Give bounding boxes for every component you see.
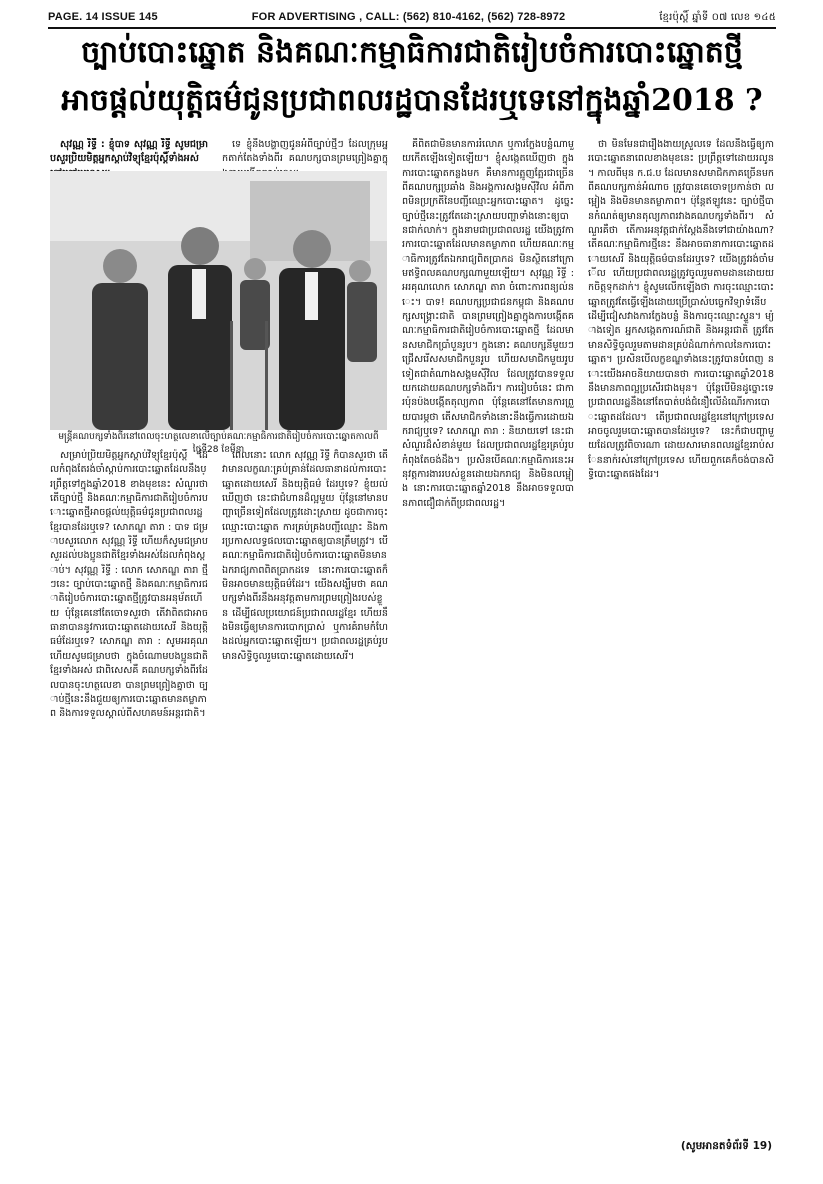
news-photo-illustration <box>50 171 387 430</box>
headline-line-1: ច្បាប់បោះឆ្នោត និងគណៈកម្មាធិការជាតិរៀបចំការបោះឆ្នោតថ្មី <box>81 35 743 70</box>
advertising-line: FOR ADVERTISING , CALL: (562) 810-4162, (562) 728-8972 <box>251 11 566 23</box>
article-column-1-top <box>50 138 208 174</box>
article-column-1 <box>50 449 208 1155</box>
photo-caption: មន្ត្រីគណបក្សទាំងពីរនៅពេលចុះហត្ថលេខាលើច្បាប់គណៈកម្មាធិការជាតិរៀបចំការបោះឆ្នោតកាលពីថ្ងៃទី28 ខែមីនា <box>58 432 379 455</box>
col3-text: គឺពិតជាមិនមានការរំលោភ ឬការក្លែងបន្លំណាមួយកើតឡើងទៀតឡើយ។ ខ្ញុំសង្កេតឃើញថា ក្នុងការបោះឆ្នោតកន្លងមក គឺមានការត្អូញត្អែរជាច្រើនពីគណបក្សប្រឆាំង និងអង្គការសង្គមស៊ីវិល អំពីភាពមិនប្រក្រតីនៃបញ្ជីឈ្មោះអ្នកបោះឆ្នោត។ ដូច្នេះ ច្បាប់ថ្មីនេះត្រូវតែដោះស្រាយបញ្ហាទាំងនោះឲ្យបានជាក់លាក់។ ក្នុងនាមជាប្រជាពលរដ្ឋ យើងត្រូវការការបោះឆ្នោតដែលមានតម្លាភាព ហើយគណៈកម្មាធិការត្រូវតែឯករាជ្យពិតប្រាកដ មិនស្ថិតនៅក្រោមឥទ្ធិពលគណបក្សណាមួយឡើយ។ សុវណ្ណ រិទ្ធី : អរគុណលោក សោភណ្ឌ តារា ចំពោះការពន្យល់នេះ។ បាទ! គណបក្សប្រជាជនកម្ពុជា និងគណបក្សសង្គ្រោះជាតិ បានព្រមព្រៀងគ្នាក្នុងការបង្កើតគណៈកម្មាធិការជាតិរៀបចំការបោះឆ្នោតថ្មី ដែលមានសមាជិកប្រាំបួនរូប។ ក្នុងនោះ គណបក្សនីមួយៗ ជ្រើសរើសសមាជិកបួនរូប ហើយសមាជិកមួយរូបទៀតជាតំណាងសង្គមស៊ីវិល ដែលត្រូវបានទទួលយកដោយគណបក្សទាំងពីរ។ ការរៀបចំនេះ ជាការប៉ុនប៉ងបង្កើតតុល្យភាព ប៉ុន្តែគេនៅតែមានការព្រួយបារម្ភថា តើសមាជិកទាំងនោះនឹងធ្វើការដោយឯករាជ្យឬទេ? សោភណ្ឌ តារា : និយាយទៅ នេះជាសំណួរដ៏សំខាន់មួយ ដែលប្រជាពលរដ្ឋខ្មែរគ្រប់រូបកំពុងតែចង់ដឹង។ ប្រសិនបើគណៈកម្មាធិការនេះអនុវត្តការងាររបស់ខ្លួនដោយឯករាជ្យ និងមិនលម្អៀង នោះការបោះឆ្នោតឆ្នាំ2018 នឹងអាចទទួលបានភាពជឿជាក់ពីប្រជាពលរដ្ឋ។ <box>402 139 574 509</box>
headline-line-2: អាចផ្តល់យុត្តិធម៌ជូនប្រជាពលរដ្ឋបានដែរឬទេនៅក្នុងឆ្នាំ2018 ? <box>61 83 763 118</box>
news-photo <box>50 171 387 430</box>
col4-text: ថា មិនមែនជារឿងងាយស្រួលទេ ដែលនឹងធ្វើឲ្យការបោះឆ្នោតនាពេលខាងមុខនេះ ប្រព្រឹត្តទៅដោយរលូន។ កាលពីមុន ក.ជ.ប ដែលមានសមាជិកភាគច្រើនមកពីគណបក្សកាន់អំណាច ត្រូវបានគេចោទប្រកាន់ថា លម្អៀង និងមិនមានតម្លាភាព។ ប៉ុន្តែឥឡូវនេះ ច្បាប់ថ្មីបានកំណត់ឲ្យមានតុល្យភាពរវាងគណបក្សទាំងពីរ។ សំណួរគឺថា តើការអនុវត្តជាក់ស្តែងនឹងទៅជាយ៉ាងណា? តើគណៈកម្មាធិការថ្មីនេះ នឹងអាចធានាការបោះឆ្នោតដោយសេរី និងយុត្តិធម៌បានដែរឬទេ? យើងត្រូវរង់ចាំមើល ហើយប្រជាពលរដ្ឋត្រូវចូលរួមតាមដានដោយយកចិត្តទុកដាក់។ ខ្ញុំសូមលើកឡើងថា ការចុះឈ្មោះបោះឆ្នោតត្រូវតែធ្វើឡើងដោយប្រើប្រាស់បច្ចេកវិទ្យាទំនើប ដើម្បីជៀសវាងការក្លែងបន្លំ និងការចុះឈ្មោះស្ទួន។ ម្យ៉ាងទៀត អ្នកសង្កេតការណ៍ជាតិ និងអន្តរជាតិ ត្រូវតែមានសិទ្ធិចូលរួមតាមដានគ្រប់ដំណាក់កាលនៃការបោះឆ្នោត។ ប្រសិនបើលក្ខខណ្ឌទាំងនេះត្រូវបានបំពេញ នោះយើងអាចនិយាយបានថា ការបោះឆ្នោតឆ្នាំ2018 នឹងមានភាពល្អប្រសើរជាងមុន។ ប៉ុន្តែបើមិនដូច្នោះទេ ប្រជាពលរដ្ឋនឹងនៅតែបាត់បង់ជំនឿលើដំណើរការបោះឆ្នោតដដែល។ តើប្រជាពលរដ្ឋខ្មែរនៅក្រៅប្រទេសអាចចូលរួមបោះឆ្នោតបានដែរឬទេ? នេះក៏ជាបញ្ហាមួយដែលត្រូវពិចារណា ដោយសារមានពលរដ្ឋខ្មែររាប់សែននាក់រស់នៅក្រៅប្រទេស ហើយពួកគេក៏ចង់បានសិទ្ធិបោះឆ្នោតផងដែរ។ <box>588 139 774 480</box>
article-column-2-top <box>222 138 388 174</box>
article-column-3 <box>402 138 574 1155</box>
continued-on-page: (សូមអានតទំព័រទី 19) <box>680 1140 772 1152</box>
col2-text: ពេលនោះ លោក សុវណ្ណ រិទ្ធី ក៏បានសួរថា តើវាមានលក្ខណៈគ្រប់គ្រាន់ដែលធានាដល់ការបោះឆ្នោតដោយសេរី និងយុត្តិធម៌ ដែរឬទេ? ខ្ញុំយល់ឃើញថា នេះជាជំហានដ៏ល្អមួយ ប៉ុន្តែនៅមានបញ្ហាច្រើនទៀតដែលត្រូវដោះស្រាយ ដូចជាការចុះឈ្មោះបោះឆ្នោត ការគ្រប់គ្រងបញ្ជីឈ្មោះ និងការប្រកាសលទ្ធផលបោះឆ្នោតឲ្យបានត្រឹមត្រូវ។ បើគណៈកម្មាធិការជាតិរៀបចំការបោះឆ្នោតមិនមានឯករាជ្យភាពពិតប្រាកដទេ នោះការបោះឆ្នោតក៏មិនអាចមានយុត្តិធម៌ដែរ។ យើងសង្ឃឹមថា គណបក្សទាំងពីរនឹងអនុវត្តតាមការព្រមព្រៀងរបស់ខ្លួន ដើម្បីផលប្រយោជន៍ប្រជាពលរដ្ឋខ្មែរ ហើយនឹងមិនធ្វើឲ្យមានការបោកប្រាស់ ឬការគំរាមកំហែងដល់អ្នកបោះឆ្នោតឡើយ។ ប្រជាពលរដ្ឋគ្រប់រូបមានសិទ្ធិចូលរួមបោះឆ្នោតដោយសេរី។ <box>222 450 388 662</box>
khmer-masthead: ខ្មែរប៉ុស្តិ៍ ឆ្នាំទី ០៧ លេខ ១៤៥ <box>659 11 776 23</box>
article-column-4 <box>588 138 774 1142</box>
page-header <box>48 8 776 26</box>
col1-text: សម្រាប់ប្រិយមិត្តអ្នកស្តាប់វិទ្យុខ្មែរប៉ុស្តិ៍ ដែលកំពុងតែរង់ចាំស្តាប់ការបោះឆ្នោតដែលនឹងប្រព្រឹត្តទៅក្នុងឆ្នាំ2018 ខាងមុខនេះ សំណួរថា តើច្បាប់ថ្មី និងគណៈកម្មាធិការជាតិរៀបចំការបោះឆ្នោតថ្មីអាចផ្តល់យុត្តិធម៌ជូនប្រជាពលរដ្ឋខ្មែរបានដែរឬទេ? សោភណ្ឌ តារា : បាទ ជម្រាបសួរលោក សុវណ្ណ រិទ្ធី ហើយក៏សូមជម្រាបសួរដល់បងប្អូនជាតិខ្មែរទាំងអស់ដែលកំពុងស្តាប់។ សុវណ្ណ រិទ្ធី : លោក សោភណ្ឌ តារា ថ្មីៗនេះ ច្បាប់បោះឆ្នោតថ្មី និងគណៈកម្មាធិការជាតិរៀបចំការបោះឆ្នោតថ្មីត្រូវបានអនុម័តហើយ ប៉ុន្តែគេនៅតែចោទសួរថា តើវាពិតជាអាចធានាបាននូវការបោះឆ្នោតដោយសេរី និងយុត្តិធម៌ដែរឬទេ? សោភណ្ឌ តារា : សូមអរគុណ ហើយសូមជម្រាបថា ក្នុងចំណោមបងប្អូនជាតិខ្មែរទាំងអស់ ជាពិសេសគឺ គណបក្សទាំងពីរដែលបានចុះហត្ថលេខា បានព្រមព្រៀងគ្នាថា ច្បាប់ថ្មីនេះនឹងជួយឲ្យការបោះឆ្នោតមានតម្លាភាព និងការទទួលស្គាល់ពីសហគមន៍អន្តរជាតិ។ <box>50 450 208 720</box>
page-issue: PAGE. 14 ISSUE 145 <box>48 11 158 23</box>
header-rule <box>48 27 776 29</box>
col1-top-text: សុវណ្ណ រិទ្ធី : ខ្ញុំបាទ សុវណ្ណ រិទ្ធី សូមជម្រាបសួរប្រិយមិត្តអ្នកស្តាប់វិទ្យុខ្មែរប៉ុស្តិ៍ទាំងអស់ <box>50 139 208 165</box>
col2-top-text: ទេ ខ្ញុំនឹងបង្ហាញជូនអំពីច្បាប់ថ្មីៗ ដែលក្រុមអ្នកតាក់តែងទាំងពីរ គណបក្សបានព្រមព្រៀងគ្នាក្នុ <box>222 139 388 165</box>
article-column-2 <box>222 449 388 1155</box>
